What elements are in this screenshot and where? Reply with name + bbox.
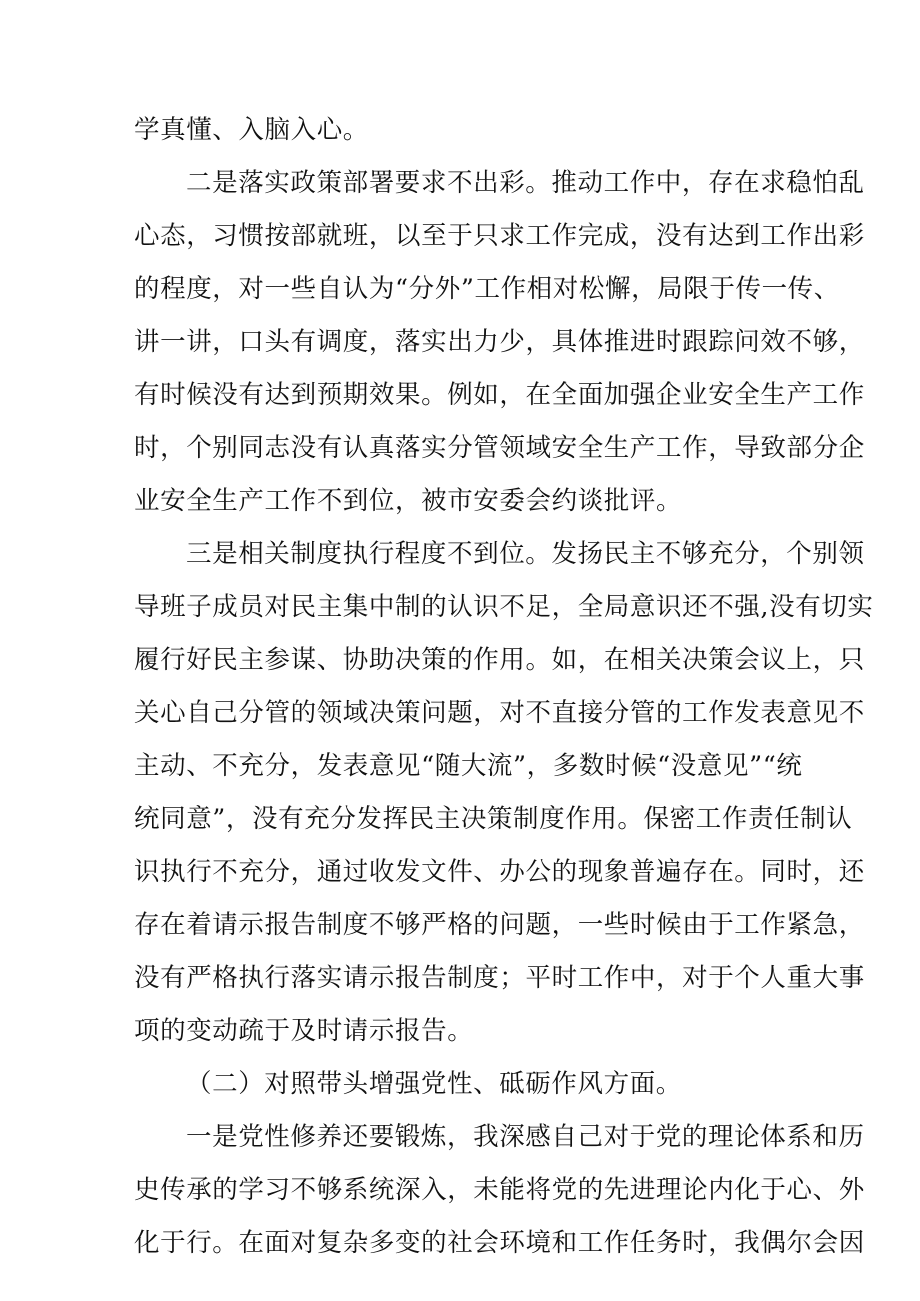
paragraph-first-line: 一是党性修养还要锻炼，我深感自己对于党的理论体系和历 [186, 1122, 865, 1152]
text-line: 学真懂、入脑入心。 [134, 115, 369, 145]
text-line: 业安全生产工作不到位，被市安委会约谈批评。 [134, 486, 683, 516]
text-line: 讲一讲，口头有调度，落实出力少，具体推进时跟踪问效不够， [134, 327, 865, 357]
text-line: 史传承的学习不够系统深入，未能将党的先进理论内化于心、外 [134, 1175, 865, 1205]
text-line: 的程度，对一些自认为“分外”工作相对松懈，局限于传一传、 [134, 274, 840, 304]
text-line: 识执行不充分，通过收发文件、办公的现象普遍存在。同时，还 [134, 857, 865, 887]
text-line: 项的变动疏于及时请示报告。 [134, 1016, 474, 1046]
section-heading: （二）对照带头增强党性、砥砺作风方面。 [186, 1069, 682, 1099]
paragraph-first-line: 二是落实政策部署要求不出彩。推动工作中，存在求稳怕乱 [186, 168, 865, 198]
text-line: 主动、不充分，发表意见“随大流”，多数时候“没意见”“统 [134, 751, 803, 781]
paragraph-first-line: 三是相关制度执行程度不到位。发扬民主不够充分，个别领 [186, 539, 865, 569]
text-line: 存在着请示报告制度不够严格的问题，一些时候由于工作紧急， [134, 910, 865, 940]
text-line: 没有严格执行落实请示报告制度；平时工作中，对于个人重大事 [134, 963, 865, 993]
text-line: 履行好民主参谋、协助决策的作用。如，在相关决策会议上，只 [134, 645, 865, 675]
text-line: 化于行。在面对复杂多变的社会环境和工作任务时，我偶尔会因 [134, 1228, 865, 1258]
text-line: 关心自己分管的领域决策问题，对不直接分管的工作发表意见不 [134, 698, 865, 728]
text-line: 统同意”，没有充分发挥民主决策制度作用。保密工作责任制认 [134, 804, 853, 834]
text-line: 心态，习惯按部就班，以至于只求工作完成，没有达到工作出彩 [134, 221, 865, 251]
text-line: 导班子成员对民主集中制的认识不足，全局意识还不强,没有切实 [134, 592, 874, 622]
text-line: 时，个别同志没有认真落实分管领域安全生产工作，导致部分企 [134, 433, 865, 463]
text-line: 有时候没有达到预期效果。例如，在全面加强企业安全生产工作 [134, 380, 865, 410]
